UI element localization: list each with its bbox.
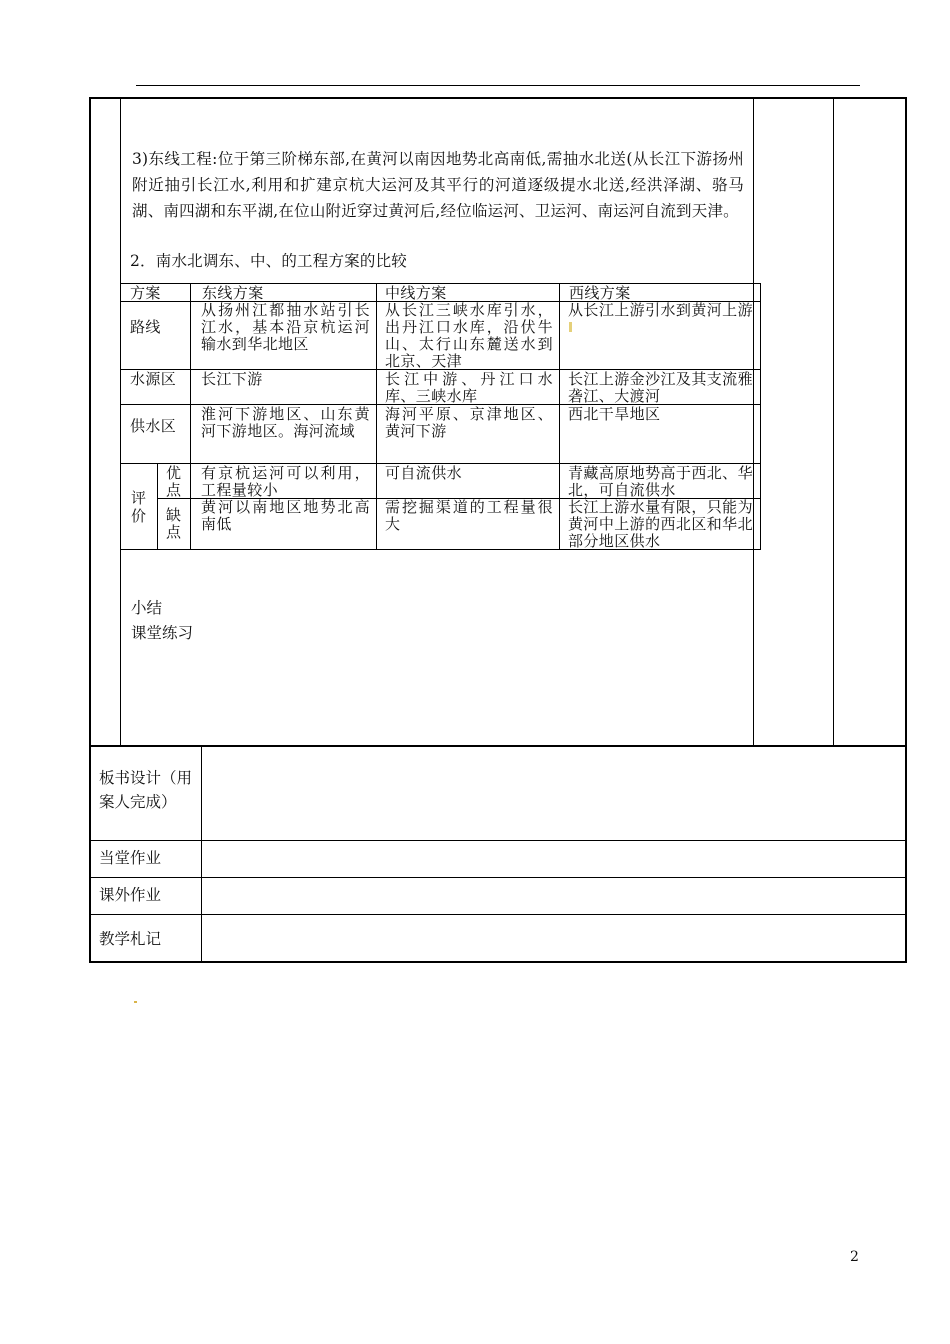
outer-border-bottom [89, 961, 907, 963]
after-class-homework-label: 课外作业 [99, 886, 162, 904]
route-west-text: 从长江上游引水到黄河上游 [568, 301, 753, 319]
row-label-source: 水源区 [130, 370, 177, 388]
table-col-line [157, 463, 158, 550]
page-number: 2 [850, 1249, 859, 1265]
summary-label: 小结 [131, 599, 163, 617]
supply-east: 淮河下游地区、山东黄河下游地区。海河流域 [201, 405, 370, 440]
exercise-label: 课堂练习 [131, 624, 194, 642]
bottom-column-line [201, 746, 202, 962]
row-divider [89, 840, 907, 841]
table-col-line [190, 283, 191, 550]
outer-border-right [905, 97, 907, 963]
cons-middle: 需挖掘渠道的工程量很大 [385, 498, 553, 533]
table-col-line [376, 283, 377, 550]
supply-middle: 海河平原、京津地区、黄河下游 [385, 405, 553, 440]
row-divider [89, 877, 907, 878]
table-col-line [559, 283, 560, 550]
column-line-1 [120, 97, 121, 746]
header-east: 东线方案 [202, 284, 264, 302]
source-middle: 长江中游、丹江口水库、三峡水库 [385, 370, 553, 405]
pros-east: 有京杭运河可以利用，工程量较小 [201, 464, 370, 499]
column-line-2 [753, 97, 754, 746]
cons-west: 长江上游水量有限，只能为黄河中上游的西北区和华北部分地区供水 [568, 498, 753, 550]
pros-west: 青藏高原地势高于西北、华北，可自流供水 [568, 464, 753, 499]
route-east: 从扬州江都抽水站引长江水，基本沿京杭运河输水到华北地区 [201, 301, 370, 353]
route-west [568, 302, 753, 336]
class-homework-label: 当堂作业 [99, 849, 162, 867]
row-label-pros: 优点 [166, 464, 182, 499]
cons-east: 黄河以南地区地势北高南低 [201, 498, 370, 533]
teaching-notes-label: 教学札记 [99, 930, 162, 948]
header-rule [136, 85, 860, 86]
supply-west: 西北干旱地区 [568, 405, 661, 423]
row-label-route: 路线 [130, 318, 161, 336]
row-label-evaluation: 评价 [131, 489, 147, 525]
stray-mark [134, 1001, 137, 1003]
highlight-mark [569, 322, 572, 332]
row-divider [89, 914, 907, 915]
row-label-cons: 缺点 [166, 506, 182, 541]
route-middle: 从长江三峡水库引水，出丹江口水库，沿伏牛山、太行山东麓送水到北京、天津 [385, 301, 553, 370]
header-west: 西线方案 [569, 284, 631, 302]
east-route-paragraph: 3)东线工程:位于第三阶梯东部,在黄河以南因地势北高南低,需抽水北送(从长江下游扬州附近抽引长江水,利用和扩建京杭大运河及其平行的河道逐级提水北送,经洪泽湖、骆马湖、南四湖和东平湖,在位山附近穿过黄河后,经位临运河、卫运河、南运河自流到天津。 [132, 150, 744, 220]
pros-middle: 可自流供水 [385, 464, 463, 482]
column-line-3 [833, 97, 834, 746]
row-label-supply: 供水区 [130, 417, 177, 435]
header-plan: 方案 [130, 284, 161, 302]
table-col-line [760, 283, 761, 550]
board-design-label: 板书设计（用案人完成） [99, 769, 193, 811]
section-divider [89, 745, 907, 747]
header-middle: 中线方案 [385, 284, 447, 302]
outer-border-top [89, 97, 907, 99]
source-west: 长江上游金沙江及其支流雅砻江、大渡河 [568, 370, 753, 405]
outer-border-left [89, 97, 91, 963]
source-east: 长江下游 [201, 370, 263, 388]
comparison-heading: 2．南水北调东、中、的工程方案的比较 [130, 252, 407, 270]
